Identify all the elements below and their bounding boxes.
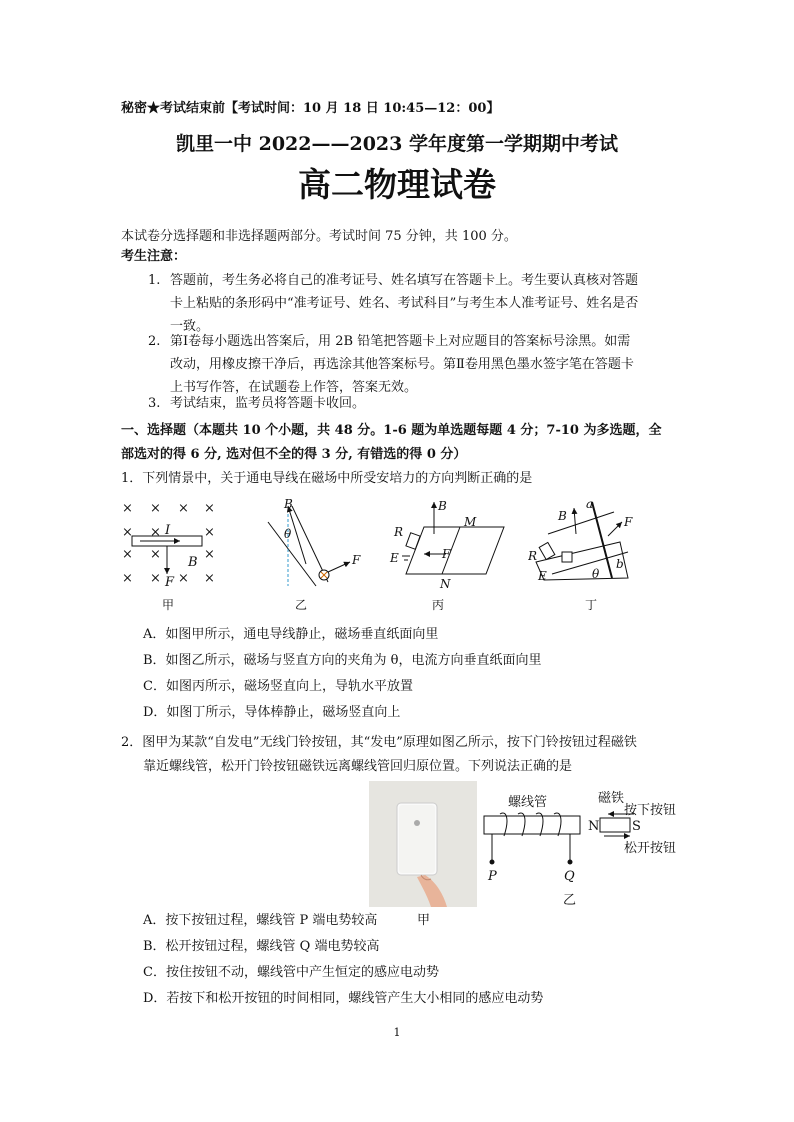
cross-mark: × xyxy=(204,547,215,562)
cross-mark: × xyxy=(204,501,215,516)
cross-mark: × xyxy=(150,571,161,586)
figure-label-ding: 丁 xyxy=(585,598,598,612)
note-line: 卡上粘贴的条形码中“准考证号、姓名、考试科目”与考生本人准考证号、姓名是否 xyxy=(170,296,639,311)
note-line: 第Ⅰ卷每小题选出答案后，用 2B 铅笔把答题卡上对应题目的答案标号涂黑。如需 xyxy=(170,334,631,349)
q2-option-b: B．松开按钮过程，螺线管 Q 端电势较高 xyxy=(143,939,380,954)
field-label: B xyxy=(558,509,567,523)
doorbell-logo-icon xyxy=(414,820,420,826)
note-line: 上书写作答，在试题卷上作答，答案无效。 xyxy=(170,380,418,395)
doorbell-photo xyxy=(369,781,477,907)
resistor-label: R xyxy=(394,525,404,539)
m-label: M xyxy=(464,515,477,529)
page-number: 1 xyxy=(393,1026,401,1039)
terminal-q xyxy=(568,860,573,865)
figure-yi xyxy=(258,494,368,594)
cross-mark: × xyxy=(122,547,133,562)
current-label: I xyxy=(165,523,171,538)
magnet-n-label: N xyxy=(588,819,600,834)
section-heading-cont: 部选对的得 6 分, 选对但不全的得 3 分, 有错选的得 0 分） xyxy=(121,447,467,462)
section-heading: 一、选择题（本题共 10 个小题，共 48 分。1-6 题为单选题每题 4 分；7-10 为多选题，全 xyxy=(121,423,662,438)
figure-jia xyxy=(118,494,228,594)
note-number: 3. xyxy=(148,396,161,411)
angle-label: θ xyxy=(284,527,292,541)
press-label: 按下按钮 xyxy=(624,803,677,818)
q2-stem: 2．图甲为某款“自发电”无线门铃按钮，其“发电”原理如图乙所示，按下门铃按钮过程磁铁 xyxy=(121,735,637,750)
force-label: F xyxy=(624,515,633,529)
secret-header: 秘密★考试结束前【考试时间：10 月 18 日 10:45—12：00】 xyxy=(121,101,500,116)
magnet-bar xyxy=(600,818,630,832)
figure-label-jia: 甲 xyxy=(162,598,175,612)
cross-mark: × xyxy=(122,571,133,586)
note-line: 一致。 xyxy=(170,319,210,334)
field-arrow xyxy=(574,508,576,534)
note-line: 答题前，考生务必将自己的准考证号、姓名填写在答题卡上。考生要认真核对答题 xyxy=(170,273,639,288)
cross-mark: × xyxy=(150,525,161,540)
b-label: b xyxy=(616,557,624,571)
figure-label-bing: 丙 xyxy=(432,598,445,612)
cross-mark: × xyxy=(204,571,215,586)
q2-option-a: A．按下按钮过程，螺线管 P 端电势较高 xyxy=(143,913,378,928)
terminal-p-label: P xyxy=(488,869,497,884)
emf-label: E xyxy=(538,569,547,583)
figure-label-yi: 乙 xyxy=(295,598,308,612)
rail-frame xyxy=(406,527,504,574)
solenoid-diagram xyxy=(478,784,688,910)
n-label: N xyxy=(440,577,451,591)
solenoid-core xyxy=(484,816,580,834)
angle-label: θ xyxy=(592,567,600,581)
q1-option-a: A．如图甲所示，通电导线静止，磁场垂直纸面向里 xyxy=(143,627,439,642)
q1-stem: 1．下列情景中，关于通电导线在磁场中所受安培力的方向判断正确的是 xyxy=(121,471,533,486)
cross-mark: × xyxy=(150,547,161,562)
cross-mark: × xyxy=(122,525,133,540)
notes-heading: 考生注意： xyxy=(121,249,187,264)
resistor xyxy=(539,542,555,559)
q2-option-d: D．若按下和松开按钮的时间相同，螺线管产生大小相同的感应电动势 xyxy=(143,991,544,1006)
terminal-p xyxy=(490,860,495,865)
school-title: 凯里一中 2022——2023 学年度第一学期期中考试 xyxy=(176,133,618,155)
cross-mark: × xyxy=(150,501,161,516)
rail-line xyxy=(268,522,316,586)
figure-label-yi-2: 乙 xyxy=(563,893,577,908)
intro-text: 本试卷分选择题和非选择题两部分。考试时间 75 分钟，共 100 分。 xyxy=(121,229,517,244)
force-label: F xyxy=(165,575,175,590)
release-label: 松开按钮 xyxy=(624,841,677,856)
cross-mark: × xyxy=(178,571,189,586)
note-number: 1. xyxy=(148,273,161,288)
q1-option-c: C．如图丙所示，磁场竖直向上，导轨水平放置 xyxy=(143,679,413,694)
emf-label: E xyxy=(390,551,399,565)
q2-option-c: C．按住按钮不动，螺线管中产生恒定的感应电动势 xyxy=(143,965,439,980)
note-number: 2. xyxy=(148,334,161,349)
field-label: B xyxy=(284,497,293,511)
resistor-label: R xyxy=(528,549,538,563)
note-line: 考试结束，监考员将答题卡收回。 xyxy=(170,396,366,411)
magnet-s-label: S xyxy=(632,819,641,834)
resistor xyxy=(406,533,420,550)
battery xyxy=(562,552,572,562)
q2-stem-cont: 靠近螺线管，松开门铃按钮磁铁远离螺线管回归原位置。下列说法正确的是 xyxy=(143,759,573,774)
cross-mark: × xyxy=(204,525,215,540)
cross-mark: × xyxy=(178,501,189,516)
force-label: F xyxy=(352,553,361,567)
doorbell-button xyxy=(399,805,435,873)
field-label: B xyxy=(188,555,198,570)
solenoid-label: 螺线管 xyxy=(508,795,548,810)
force-arrow xyxy=(608,522,622,536)
field-label: B xyxy=(438,499,447,513)
a-label: a xyxy=(586,497,594,511)
figure-bing xyxy=(386,494,516,594)
figure-label-jia-2: 甲 xyxy=(417,913,431,928)
force-label: F xyxy=(442,547,451,561)
terminal-q-label: Q xyxy=(564,869,575,884)
note-line: 改动，用橡皮擦干净后，再选涂其他答案标号。第Ⅱ卷用黑色墨水签字笔在答题卡 xyxy=(170,357,634,372)
q1-option-d: D．如图丁所示，导体棒静止，磁场竖直向上 xyxy=(143,705,401,720)
magnet-label: 磁铁 xyxy=(598,791,625,806)
q1-option-b: B．如图乙所示，磁场与竖直方向的夹角为 θ，电流方向垂直纸面向里 xyxy=(143,653,542,668)
figure-ding xyxy=(528,494,648,594)
force-arrow xyxy=(328,562,350,572)
cross-mark: × xyxy=(122,501,133,516)
exam-title: 高二物理试卷 xyxy=(298,165,496,204)
